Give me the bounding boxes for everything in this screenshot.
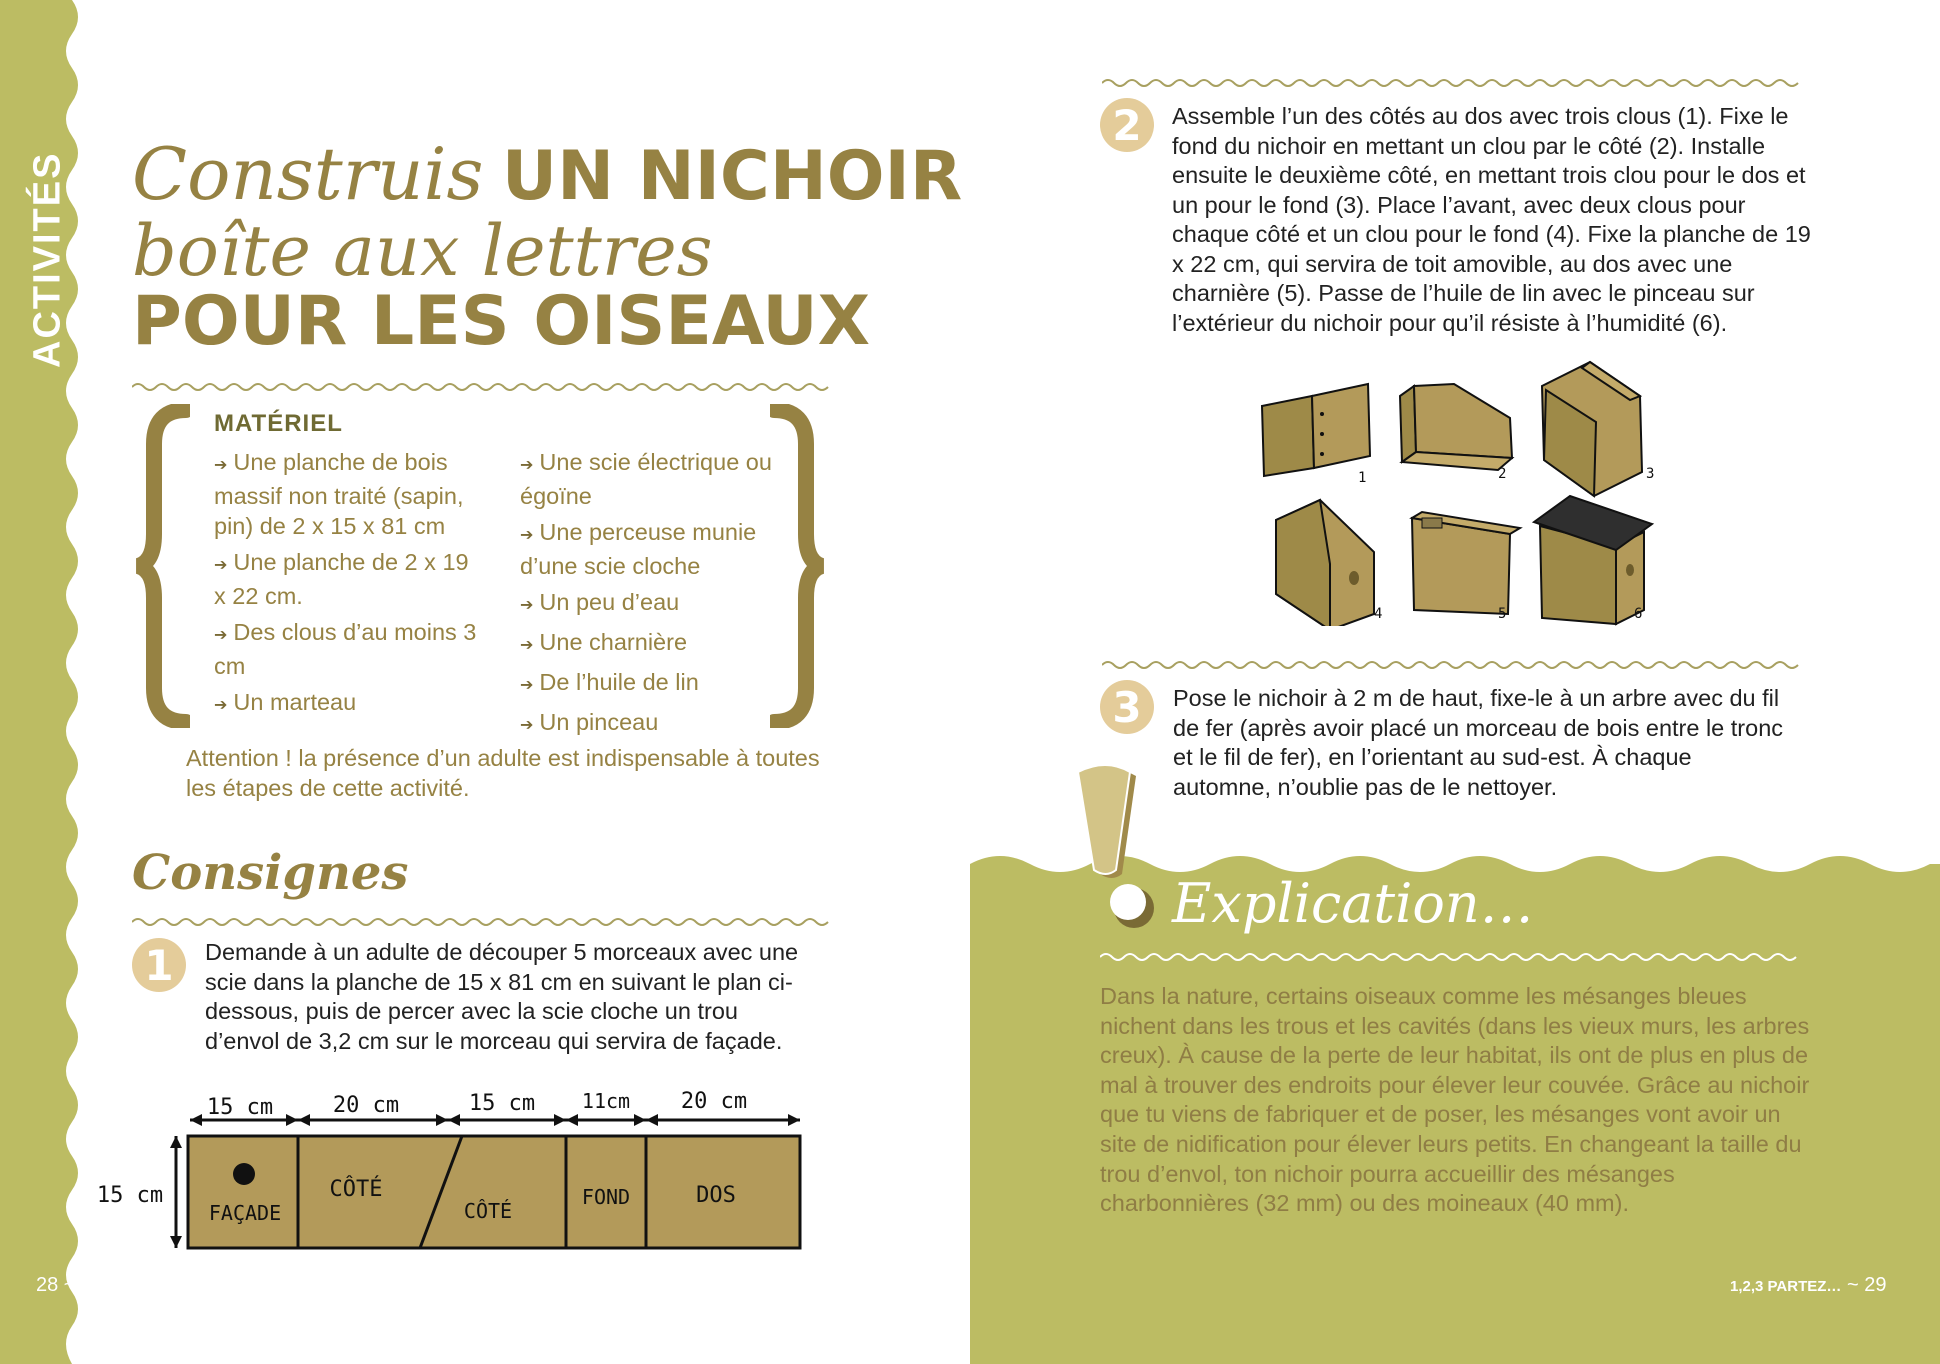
assembly-illustration (1250, 356, 1670, 626)
materials-item: ➔ Un marteau (214, 689, 357, 715)
materials-item: ➔ Une charnière (520, 629, 688, 655)
piece-label-cote-1: CÔTÉ (329, 1177, 383, 1202)
assembly-step-3 (1542, 362, 1654, 496)
step-1-text: Demande à un adulte de découper 5 morceaux avec une scie dans la planche de 15 x 81 cm en suivant le plan ci-dessous, puis de percer avec la scie cloche un trou d’envol de 3,2 cm sur le morceau qui servira de façade. (205, 939, 799, 1054)
assembly-label-3: 3 (1646, 466, 1655, 482)
assembly-label-5: 5 (1498, 606, 1507, 622)
divider-wave (1100, 950, 1800, 964)
materials-item: ➔ Une perceuse munie d’une scie cloche (520, 519, 757, 579)
materials-item: ➔ Une planche de 2 x 19 x 22 cm. (214, 549, 469, 609)
footer-right: 1,2,3 PARTEZ… ~ 29 (1730, 1274, 1887, 1296)
step-3-text: Pose le nichoir à 2 m de haut, fixe-le à un arbre avec du fil de fer (après avoir placé un morceau de bois entre le tronc et le fil de fer), en l’orientant au sud-est. À chaque automne, n’oublie pas de le nettoyer. (1173, 685, 1784, 800)
dim-label-5: 20 cm (680, 1089, 748, 1114)
height-label: 15 cm (96, 1183, 164, 1208)
title-line-2: boîte aux lettres (132, 210, 713, 292)
materials-item: ➔ Des clous d’au moins 3 cm (214, 619, 477, 679)
exclamation-icon (1072, 762, 1182, 932)
divider-wave (1102, 658, 1802, 672)
materials-heading: MATÉRIEL (214, 410, 343, 437)
step-2-text: Assemble l’un des côtés au dos avec trois clous (1). Fixe le fond du nichoir en mettant un clou par le côté (2). Installe ensuite le deuxième côté, en mettant trois clou pour le dos et un pour le fond (3). Place l’avant, avec deux clous pour chaque côté et un clou pour le fond (4). Fixe la planche de 19 x 22 cm, qui servira de toit amovible, au dos avec une charnière (5). Passe de l’huile de lin avec le pinceau sur l’extérieur du nichoir pour qu’il résiste à l’humidité (6). (1172, 103, 1811, 336)
assembly-step-1 (1262, 384, 1370, 486)
piece-label-fond: FOND (581, 1185, 631, 1209)
page-number-left: 28 ~ (36, 1274, 76, 1296)
divider-wave (132, 915, 832, 929)
assembly-step-6 (1534, 496, 1652, 624)
assembly-label-2: 2 (1498, 466, 1507, 482)
materials-col-2 (520, 447, 790, 747)
materials-item: ➔ Une scie électrique ou égoïne (520, 449, 772, 509)
step-number-3: 3 (1100, 680, 1154, 734)
materials-item: ➔ Un pinceau (520, 709, 659, 735)
materials-col-1 (214, 447, 484, 727)
left-brace (134, 404, 190, 728)
dim-label-4: 11cm (581, 1089, 631, 1113)
dim-label-1: 15 cm (206, 1095, 274, 1120)
divider-wave (132, 380, 832, 394)
divider-wave (1102, 76, 1802, 90)
title-line-3: POUR LES OISEAUX (132, 282, 871, 361)
materials-item: ➔ Une planche de bois massif non traité (sapin, pin) de 2 x 15 x 81 cm (214, 449, 464, 539)
assembly-label-6: 6 (1634, 606, 1643, 622)
piece-label-dos: DOS (696, 1183, 736, 1208)
cut-plan-diagram (90, 1078, 830, 1268)
assembly-label-4: 4 (1374, 606, 1383, 622)
assembly-step-2 (1400, 384, 1512, 482)
materials-item: ➔ De l’huile de lin (520, 669, 699, 695)
explanation-heading: Explication… (1172, 872, 1534, 935)
page-number-right: 29 (1864, 1274, 1887, 1296)
section-label: ACTIVITÉS (26, 151, 69, 369)
consignes-heading: Consignes (132, 845, 409, 901)
step-number-2: 2 (1100, 98, 1154, 152)
assembly-step-4 (1276, 500, 1382, 626)
piece-label-cote-2: CÔTÉ (463, 1199, 513, 1223)
dim-label-3: 15 cm (468, 1091, 536, 1116)
dim-label-2: 20 cm (332, 1093, 400, 1118)
materials-item: ➔ Un peu d’eau (520, 589, 680, 615)
piece-label-facade: FAÇADE (208, 1201, 282, 1225)
step-number-1: 1 (132, 938, 186, 992)
explanation-text: Dans la nature, certains oiseaux comme les mésanges bleues nichent dans les trous et les cavités (dans les vieux murs, les arbres creux). À cause de la perte de leur habitat, ils ont de plus en plus de mal à trouver des endroits pour élever leur couvée. Grâce au nichoir que tu viens de fabriquer et de poser, les mésanges vont avoir un site de nidification pour élever leurs petits. En changeant la taille du trou d’envol, ton nichoir pourra accueillir des mésanges charbonnières (32 mm) ou des moineaux (40 mm). (1100, 983, 1810, 1217)
assembly-step-5 (1412, 512, 1520, 622)
warning-text: Attention ! la présence d’un adulte est indispensable à toutes les étapes de cette activité. (186, 745, 820, 801)
assembly-label-1: 1 (1358, 470, 1367, 486)
title-line-1: Construis UN NICHOIR (132, 132, 963, 216)
footer-label: 1,2,3 PARTEZ… (1730, 1278, 1842, 1295)
